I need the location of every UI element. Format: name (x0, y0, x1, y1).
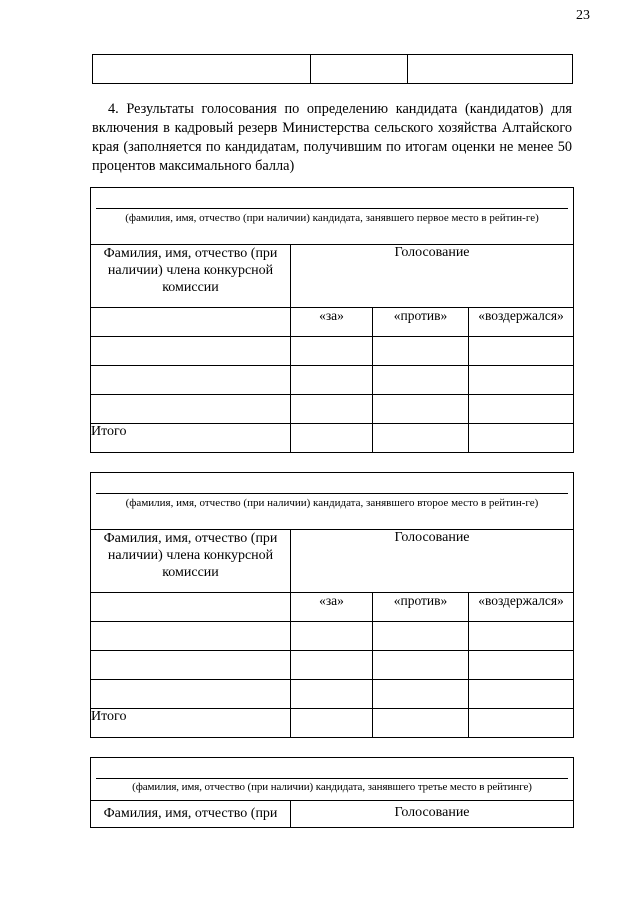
vote-for-header: «за» (291, 593, 373, 622)
vote-for-cell[interactable] (291, 395, 373, 424)
table-cell (93, 55, 311, 84)
total-against-cell[interactable] (373, 709, 469, 738)
table-row (91, 308, 574, 337)
vote-abstain-cell[interactable] (469, 395, 574, 424)
vote-against-cell[interactable] (373, 680, 469, 709)
table-row (91, 530, 574, 593)
candidate-name-line (96, 778, 568, 779)
member-name-cell[interactable] (91, 651, 291, 680)
vote-abstain-cell[interactable] (469, 366, 574, 395)
page-number: 23 (576, 8, 590, 23)
table-row (91, 651, 574, 680)
candidate-name-line (96, 493, 568, 494)
total-for-cell[interactable] (291, 424, 373, 453)
table-cell[interactable] (91, 593, 291, 622)
table-row (91, 424, 574, 453)
table-row (91, 709, 574, 738)
table-row (91, 593, 574, 622)
vote-against-cell[interactable] (373, 366, 469, 395)
vote-against-header: «против» (373, 593, 469, 622)
table-row (91, 245, 574, 308)
previous-table-fragment (92, 54, 573, 84)
vote-abstain-header: «воздержался» (469, 308, 574, 337)
member-header: Фамилия, имя, отчество (при наличии) члена конкурсной комиссии (91, 530, 291, 593)
voting-header: Голосование (291, 530, 574, 593)
vote-for-cell[interactable] (291, 680, 373, 709)
voting-header: Голосование (291, 245, 574, 308)
member-name-cell[interactable] (91, 395, 291, 424)
total-abstain-cell[interactable] (469, 424, 574, 453)
vote-against-cell[interactable] (373, 337, 469, 366)
candidate-caption: (фамилия, имя, отчество (при наличии) кандидата, занявшего первое место в рейтин-ге) (125, 212, 539, 224)
table-cell[interactable] (91, 308, 291, 337)
voting-table-second-place (90, 472, 574, 738)
member-name-cell[interactable] (91, 680, 291, 709)
vote-abstain-cell[interactable] (469, 680, 574, 709)
voting-table-third-place (90, 757, 574, 828)
vote-abstain-cell[interactable] (469, 337, 574, 366)
candidate-name-line (96, 208, 568, 209)
member-header: Фамилия, имя, отчество (при наличии) члена конкурсной комиссии (91, 245, 291, 308)
table-row (91, 366, 574, 395)
table-cell (408, 55, 573, 84)
table-row (91, 473, 574, 530)
vote-against-header: «против» (373, 308, 469, 337)
member-name-cell[interactable] (91, 622, 291, 651)
table-row (91, 801, 574, 828)
table-row (91, 622, 574, 651)
table-row (93, 55, 573, 84)
vote-against-cell[interactable] (373, 622, 469, 651)
table-row (91, 680, 574, 709)
total-abstain-cell[interactable] (469, 709, 574, 738)
vote-abstain-header: «воздержался» (469, 593, 574, 622)
vote-abstain-cell[interactable] (469, 651, 574, 680)
table-row (91, 337, 574, 366)
candidate-caption: (фамилия, имя, отчество (при наличии) кандидата, занявшего третье место в рейтинге) (132, 781, 532, 793)
vote-for-cell[interactable] (291, 651, 373, 680)
table-row (91, 758, 574, 801)
candidate-name-field[interactable] (91, 188, 574, 245)
section-4-text: 4. Результаты голосования по определению кандидата (кандидатов) для включения в кадровый резерв Министерства сельского хозяйства Алтайского края (заполняется по кандидатам, получившим по итогам оценки не менее 50 процентов максимального балла) (92, 101, 572, 174)
voting-header: Голосование (291, 801, 574, 828)
total-against-cell[interactable] (373, 424, 469, 453)
voting-table-first-place (90, 187, 574, 453)
vote-against-cell[interactable] (373, 395, 469, 424)
candidate-name-field[interactable] (91, 758, 574, 801)
total-for-cell[interactable] (291, 709, 373, 738)
vote-for-header: «за» (291, 308, 373, 337)
table-row (91, 395, 574, 424)
member-name-cell[interactable] (91, 337, 291, 366)
candidate-caption: (фамилия, имя, отчество (при наличии) кандидата, занявшего второе место в рейтин-ге) (125, 497, 539, 509)
vote-abstain-cell[interactable] (469, 622, 574, 651)
table-cell (311, 55, 408, 84)
total-label: Итого (91, 424, 291, 453)
vote-for-cell[interactable] (291, 622, 373, 651)
member-name-cell[interactable] (91, 366, 291, 395)
vote-against-cell[interactable] (373, 651, 469, 680)
vote-for-cell[interactable] (291, 366, 373, 395)
candidate-name-field[interactable] (91, 473, 574, 530)
member-header: Фамилия, имя, отчество (при (91, 801, 291, 828)
total-label: Итого (91, 709, 291, 738)
vote-for-cell[interactable] (291, 337, 373, 366)
table-row (91, 188, 574, 245)
